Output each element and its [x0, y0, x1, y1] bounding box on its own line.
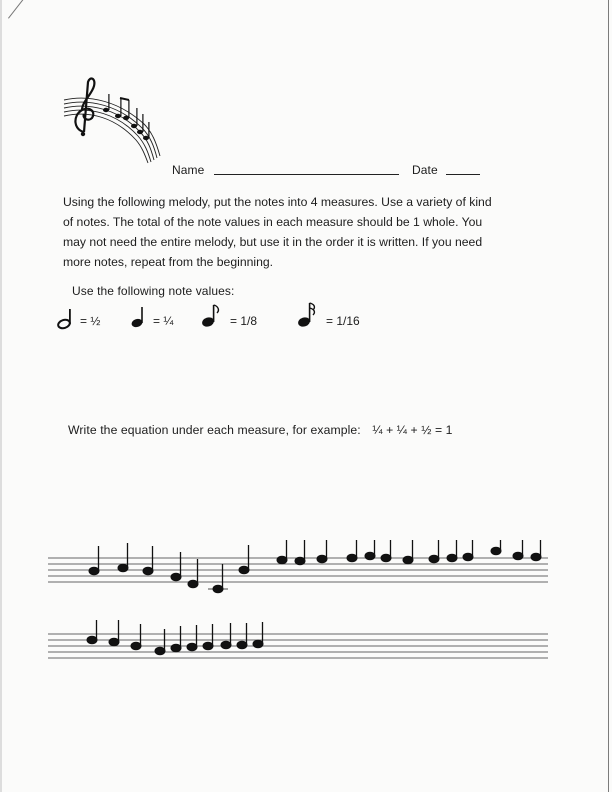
- equation-example: ¼ + ¼ + ½ = 1: [372, 423, 453, 437]
- equation-prompt: Write the equation under each measure, for example: ¼ + ¼ + ½ = 1: [68, 423, 453, 437]
- instruction-line: may not need the entire melody, but use it in the order it is written. If you need: [63, 235, 483, 249]
- page-edge-right: [608, 0, 609, 792]
- instructions-paragraph: [63, 192, 533, 272]
- page-edge-left: [0, 0, 2, 792]
- instruction-line: Using the following melody, put the notes into 4 measures. Use a variety of kind: [63, 195, 492, 209]
- half-note-value: = ½: [80, 314, 101, 328]
- instruction-line: more notes, repeat from the beginning.: [63, 255, 274, 269]
- quarter-note-value: = ¼: [153, 314, 174, 328]
- note-values-heading: Use the following note values:: [72, 284, 235, 298]
- eighth-note-value: = 1/8: [230, 314, 258, 328]
- melody-staff-1: [48, 540, 548, 600]
- eighth-note-icon: [200, 302, 222, 328]
- pencil-mark: [8, 0, 32, 19]
- instruction-line: of notes. The total of the note values in each measure should be 1 whole. You: [63, 215, 483, 229]
- name-field[interactable]: [214, 174, 399, 175]
- sixteenth-note-icon: [296, 300, 318, 328]
- music-staff-clipart-icon: [60, 72, 172, 164]
- quarter-note-icon: [130, 306, 148, 328]
- half-note-icon: [56, 308, 78, 330]
- date-field[interactable]: [446, 174, 480, 175]
- date-label: Date: [412, 163, 438, 177]
- name-label: Name: [172, 163, 205, 177]
- sixteenth-note-value: = 1/16: [326, 314, 360, 328]
- melody-staff-2: [48, 620, 548, 670]
